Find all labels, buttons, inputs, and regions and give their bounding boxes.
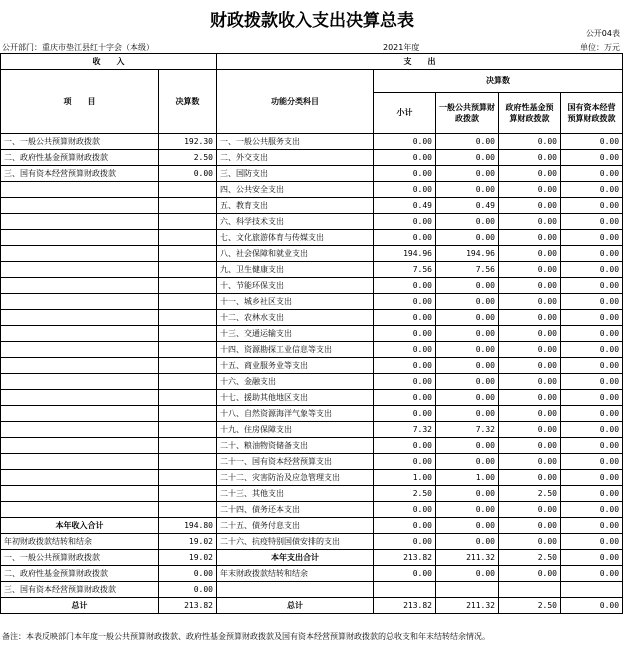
general-budget-cell: 0.00	[436, 294, 499, 310]
income-amount-cell: 213.82	[159, 598, 217, 614]
general-budget-cell: 0.00	[436, 134, 499, 150]
income-amount-cell: 192.30	[159, 134, 217, 150]
expense-category-cell: 十三、交通运输支出	[217, 326, 374, 342]
income-item-cell	[1, 310, 159, 326]
expense-category-cell: 二十五、债务付息支出	[217, 518, 374, 534]
table-row	[1, 278, 623, 294]
expense-category-cell: 十四、资源勘探工业信息等支出	[217, 342, 374, 358]
expense-category-cell: 四、公共安全支出	[217, 182, 374, 198]
gov-fund-header: 政府性基金预算财政拨款	[499, 93, 561, 134]
func-category-header: 功能分类科目	[217, 70, 374, 134]
table-row	[1, 134, 623, 150]
general-budget-cell: 0.00	[436, 278, 499, 294]
income-amount-cell	[159, 422, 217, 438]
table-row	[1, 182, 623, 198]
state-capital-cell: 0.00	[561, 518, 623, 534]
state-capital-cell: 0.00	[561, 134, 623, 150]
income-item-cell	[1, 390, 159, 406]
gov-fund-cell: 0.00	[499, 374, 561, 390]
gov-fund-cell: 0.00	[499, 246, 561, 262]
state-capital-cell: 0.00	[561, 502, 623, 518]
state-capital-cell: 0.00	[561, 390, 623, 406]
general-budget-cell: 0.00	[436, 534, 499, 550]
subtotal-cell: 0.00	[374, 342, 436, 358]
income-amount-cell	[159, 262, 217, 278]
expense-header: 支 出	[217, 54, 623, 70]
state-capital-cell: 0.00	[561, 486, 623, 502]
expense-category-cell: 二十、粮油物资储备支出	[217, 438, 374, 454]
expense-category-cell: 三、国防支出	[217, 166, 374, 182]
general-budget-cell: 0.49	[436, 198, 499, 214]
table-row	[1, 422, 623, 438]
expense-category-cell: 二十一、国有资本经营预算支出	[217, 454, 374, 470]
general-budget-cell: 0.00	[436, 486, 499, 502]
gov-fund-cell: 0.00	[499, 166, 561, 182]
state-capital-cell: 0.00	[561, 406, 623, 422]
subtotal-cell	[374, 582, 436, 598]
income-item-cell	[1, 342, 159, 358]
table-row	[1, 470, 623, 486]
table-row	[1, 374, 623, 390]
income-item-cell	[1, 406, 159, 422]
gov-fund-cell: 0.00	[499, 518, 561, 534]
expense-category-cell: 十八、自然资源海洋气象等支出	[217, 406, 374, 422]
expense-category-cell: 十六、金融支出	[217, 374, 374, 390]
table-row	[1, 502, 623, 518]
expense-category-cell: 十五、商业服务业等支出	[217, 358, 374, 374]
table-row	[1, 198, 623, 214]
general-budget-cell: 0.00	[436, 406, 499, 422]
expense-category-cell: 二十四、债务还本支出	[217, 502, 374, 518]
state-capital-cell: 0.00	[561, 326, 623, 342]
expense-category-cell: 九、卫生健康支出	[217, 262, 374, 278]
gov-fund-cell: 0.00	[499, 214, 561, 230]
general-budget-cell: 1.00	[436, 470, 499, 486]
table-row	[1, 390, 623, 406]
income-item-cell: 一、一般公共预算财政拨款	[1, 550, 159, 566]
general-budget-cell	[436, 582, 499, 598]
state-capital-cell: 0.00	[561, 566, 623, 582]
subtotal-cell: 194.96	[374, 246, 436, 262]
general-budget-cell: 0.00	[436, 182, 499, 198]
gov-fund-cell: 0.00	[499, 294, 561, 310]
gov-fund-cell: 0.00	[499, 230, 561, 246]
general-budget-cell: 211.32	[436, 550, 499, 566]
table-row	[1, 582, 623, 598]
state-capital-cell: 0.00	[561, 470, 623, 486]
income-item-cell: 三、国有资本经营预算财政拨款	[1, 582, 159, 598]
table-row	[1, 454, 623, 470]
income-item-cell	[1, 262, 159, 278]
income-amount-cell	[159, 214, 217, 230]
gov-fund-cell: 0.00	[499, 470, 561, 486]
income-amount-cell: 19.02	[159, 534, 217, 550]
fiscal-year: 2021年度	[383, 43, 420, 52]
subtotal-header: 小计	[374, 93, 436, 134]
expense-category-cell: 五、教育支出	[217, 198, 374, 214]
general-budget-cell: 0.00	[436, 166, 499, 182]
department-label: 公开部门：重庆市垫江县红十字会（本级）	[2, 43, 154, 52]
general-budget-cell: 0.00	[436, 150, 499, 166]
subtotal-cell: 7.32	[374, 422, 436, 438]
income-item-cell: 年初财政拨款结转和结余	[1, 534, 159, 550]
income-amount-cell	[159, 374, 217, 390]
gov-fund-cell: 0.00	[499, 134, 561, 150]
income-item-cell	[1, 470, 159, 486]
income-header: 收 入	[1, 54, 217, 70]
table-row	[1, 326, 623, 342]
state-capital-cell: 0.00	[561, 598, 623, 614]
income-amount-cell	[159, 454, 217, 470]
state-capital-cell: 0.00	[561, 198, 623, 214]
general-budget-cell: 0.00	[436, 566, 499, 582]
state-capital-cell: 0.00	[561, 342, 623, 358]
expense-category-cell: 本年支出合计	[217, 550, 374, 566]
expense-category-cell: 七、文化旅游体育与传媒支出	[217, 230, 374, 246]
subtotal-cell: 0.00	[374, 534, 436, 550]
table-row	[1, 486, 623, 502]
general-budget-cell: 0.00	[436, 374, 499, 390]
general-budget-cell: 0.00	[436, 454, 499, 470]
expense-category-cell: 十一、城乡社区支出	[217, 294, 374, 310]
gov-fund-cell: 0.00	[499, 326, 561, 342]
subtotal-cell: 0.00	[374, 518, 436, 534]
gov-fund-cell	[499, 582, 561, 598]
income-amount-cell	[159, 342, 217, 358]
income-item-cell	[1, 438, 159, 454]
subtotal-cell: 213.82	[374, 550, 436, 566]
subtotal-cell: 0.00	[374, 182, 436, 198]
expense-category-cell: 十九、住房保障支出	[217, 422, 374, 438]
income-amount-cell: 19.02	[159, 550, 217, 566]
income-item-cell	[1, 374, 159, 390]
state-capital-cell: 0.00	[561, 358, 623, 374]
gov-fund-cell: 0.00	[499, 150, 561, 166]
subtotal-cell: 0.00	[374, 134, 436, 150]
income-amount-header: 决算数	[159, 70, 217, 134]
footnote: 备注：本表反映部门本年度一般公共预算财政拨款、政府性基金预算财政拨款及国有资本经营预算财政拨款的总收支和年末结转结余情况。	[2, 632, 490, 641]
gov-fund-cell: 0.00	[499, 502, 561, 518]
subtotal-cell: 0.00	[374, 374, 436, 390]
income-amount-cell	[159, 246, 217, 262]
table-row	[1, 230, 623, 246]
state-capital-cell: 0.00	[561, 166, 623, 182]
income-amount-cell: 0.00	[159, 582, 217, 598]
expense-category-cell: 二十三、其他支出	[217, 486, 374, 502]
income-amount-cell	[159, 198, 217, 214]
income-item-cell	[1, 230, 159, 246]
income-item-cell	[1, 198, 159, 214]
expense-category-cell: 二十六、抗疫特别国债安排的支出	[217, 534, 374, 550]
subtotal-cell: 0.00	[374, 406, 436, 422]
gov-fund-cell: 0.00	[499, 390, 561, 406]
state-capital-cell: 0.00	[561, 246, 623, 262]
subtotal-cell: 0.00	[374, 454, 436, 470]
table-row	[1, 438, 623, 454]
subtotal-cell: 0.00	[374, 310, 436, 326]
income-amount-cell: 2.50	[159, 150, 217, 166]
general-budget-cell: 0.00	[436, 390, 499, 406]
income-item-cell	[1, 454, 159, 470]
table-row	[1, 550, 623, 566]
expense-category-cell: 十二、农林水支出	[217, 310, 374, 326]
general-budget-cell: 7.56	[436, 262, 499, 278]
state-capital-cell: 0.00	[561, 310, 623, 326]
expense-category-cell: 二、外交支出	[217, 150, 374, 166]
state-capital-cell: 0.00	[561, 294, 623, 310]
income-amount-cell: 0.00	[159, 166, 217, 182]
expense-category-cell: 总计	[217, 598, 374, 614]
general-budget-cell: 194.96	[436, 246, 499, 262]
income-item-cell	[1, 182, 159, 198]
state-capital-cell: 0.00	[561, 182, 623, 198]
subtotal-cell: 0.00	[374, 358, 436, 374]
subtotal-cell: 0.00	[374, 166, 436, 182]
state-capital-cell: 0.00	[561, 438, 623, 454]
table-row	[1, 534, 623, 550]
table-row	[1, 246, 623, 262]
table-row	[1, 406, 623, 422]
gov-fund-cell: 0.00	[499, 566, 561, 582]
income-item-cell	[1, 502, 159, 518]
state-capital-cell: 0.00	[561, 262, 623, 278]
state-capital-cell: 0.00	[561, 534, 623, 550]
income-amount-cell	[159, 406, 217, 422]
state-capital-cell: 0.00	[561, 422, 623, 438]
income-item-cell: 三、国有资本经营预算财政拨款	[1, 166, 159, 182]
gov-fund-cell: 0.00	[499, 406, 561, 422]
expense-category-cell: 一、一般公共服务支出	[217, 134, 374, 150]
table-row	[1, 166, 623, 182]
gov-fund-cell: 0.00	[499, 262, 561, 278]
table-row	[1, 262, 623, 278]
subtotal-cell: 0.00	[374, 278, 436, 294]
general-budget-cell: 0.00	[436, 310, 499, 326]
table-row	[1, 294, 623, 310]
income-amount-cell	[159, 294, 217, 310]
expense-category-cell: 二十二、灾害防治及应急管理支出	[217, 470, 374, 486]
general-budget-cell: 0.00	[436, 438, 499, 454]
expense-amount-header: 决算数	[374, 70, 623, 93]
income-item-cell	[1, 486, 159, 502]
form-number: 公开04表	[585, 29, 620, 38]
state-capital-header: 国有资本经营预算财政拨款	[561, 93, 623, 134]
subtotal-cell: 0.00	[374, 294, 436, 310]
general-budget-cell: 7.32	[436, 422, 499, 438]
income-item-cell	[1, 214, 159, 230]
table-row	[1, 358, 623, 374]
subtotal-cell: 1.00	[374, 470, 436, 486]
income-item-cell	[1, 358, 159, 374]
income-amount-cell	[159, 470, 217, 486]
subtotal-cell: 0.00	[374, 502, 436, 518]
income-amount-cell	[159, 326, 217, 342]
gov-fund-cell: 0.00	[499, 278, 561, 294]
income-item-cell: 总计	[1, 598, 159, 614]
subtotal-cell: 0.00	[374, 326, 436, 342]
income-item-cell	[1, 278, 159, 294]
gov-fund-cell: 2.50	[499, 486, 561, 502]
gov-fund-cell: 0.00	[499, 438, 561, 454]
general-budget-header: 一般公共预算财政拨款	[436, 93, 499, 134]
table-row	[1, 214, 623, 230]
table-row	[1, 598, 623, 614]
report-title: 财政拨款收入支出决算总表	[210, 11, 414, 31]
subtotal-cell: 0.00	[374, 150, 436, 166]
subtotal-cell: 0.00	[374, 214, 436, 230]
state-capital-cell: 0.00	[561, 214, 623, 230]
expense-category-cell	[217, 582, 374, 598]
income-amount-cell	[159, 390, 217, 406]
general-budget-cell: 0.00	[436, 230, 499, 246]
income-item-cell: 本年收入合计	[1, 518, 159, 534]
expense-category-cell: 十七、援助其他地区支出	[217, 390, 374, 406]
income-item-cell	[1, 422, 159, 438]
subtotal-cell: 0.00	[374, 438, 436, 454]
income-item-cell: 二、政府性基金预算财政拨款	[1, 566, 159, 582]
state-capital-cell: 0.00	[561, 278, 623, 294]
subtotal-cell: 0.00	[374, 566, 436, 582]
general-budget-cell: 211.32	[436, 598, 499, 614]
gov-fund-cell: 0.00	[499, 358, 561, 374]
table-row	[1, 342, 623, 358]
state-capital-cell: 0.00	[561, 230, 623, 246]
income-item-cell	[1, 326, 159, 342]
subtotal-cell: 0.49	[374, 198, 436, 214]
income-amount-cell	[159, 438, 217, 454]
expense-category-cell: 六、科学技术支出	[217, 214, 374, 230]
income-amount-cell	[159, 278, 217, 294]
income-amount-cell: 194.80	[159, 518, 217, 534]
general-budget-cell: 0.00	[436, 518, 499, 534]
subtotal-cell: 0.00	[374, 390, 436, 406]
subtotal-cell: 7.56	[374, 262, 436, 278]
state-capital-cell: 0.00	[561, 374, 623, 390]
budget-table	[0, 53, 623, 614]
subtotal-cell: 2.50	[374, 486, 436, 502]
gov-fund-cell: 0.00	[499, 342, 561, 358]
expense-category-cell: 年末财政拨款结转和结余	[217, 566, 374, 582]
income-amount-cell	[159, 486, 217, 502]
subtotal-cell: 213.82	[374, 598, 436, 614]
general-budget-cell: 0.00	[436, 502, 499, 518]
income-amount-cell	[159, 358, 217, 374]
subtotal-cell: 0.00	[374, 230, 436, 246]
table-row	[1, 566, 623, 582]
expense-category-cell: 八、社会保障和就业支出	[217, 246, 374, 262]
gov-fund-cell: 0.00	[499, 198, 561, 214]
state-capital-cell: 0.00	[561, 150, 623, 166]
gov-fund-cell: 0.00	[499, 422, 561, 438]
gov-fund-cell: 2.50	[499, 550, 561, 566]
table-row	[1, 150, 623, 166]
state-capital-cell	[561, 582, 623, 598]
expense-category-cell: 十、节能环保支出	[217, 278, 374, 294]
general-budget-cell: 0.00	[436, 342, 499, 358]
gov-fund-cell: 0.00	[499, 182, 561, 198]
income-amount-cell	[159, 310, 217, 326]
income-amount-cell	[159, 230, 217, 246]
income-amount-cell	[159, 182, 217, 198]
income-item-cell: 一、一般公共预算财政拨款	[1, 134, 159, 150]
income-item-cell	[1, 246, 159, 262]
state-capital-cell: 0.00	[561, 550, 623, 566]
income-amount-cell: 0.00	[159, 566, 217, 582]
table-row	[1, 518, 623, 534]
state-capital-cell: 0.00	[561, 454, 623, 470]
gov-fund-cell: 0.00	[499, 534, 561, 550]
general-budget-cell: 0.00	[436, 358, 499, 374]
gov-fund-cell: 0.00	[499, 454, 561, 470]
table-row	[1, 310, 623, 326]
general-budget-cell: 0.00	[436, 326, 499, 342]
gov-fund-cell: 2.50	[499, 598, 561, 614]
income-item-cell: 二、政府性基金预算财政拨款	[1, 150, 159, 166]
unit-label: 单位：万元	[580, 43, 620, 52]
gov-fund-cell: 0.00	[499, 310, 561, 326]
income-amount-cell	[159, 502, 217, 518]
income-item-cell	[1, 294, 159, 310]
general-budget-cell: 0.00	[436, 214, 499, 230]
item-header: 项 目	[1, 70, 159, 134]
